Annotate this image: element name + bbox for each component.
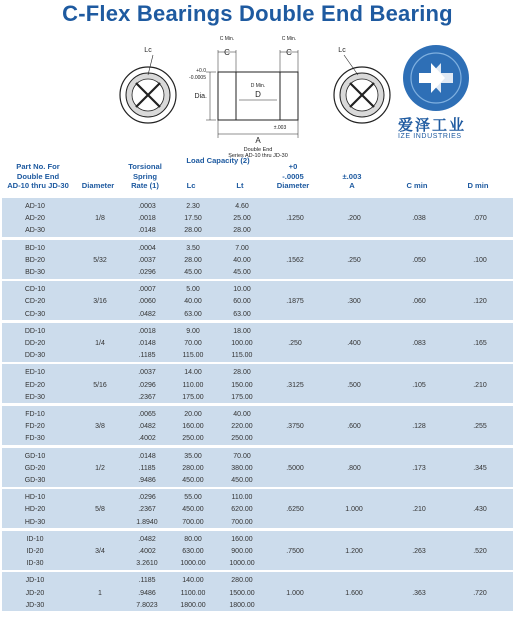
torsional-spring-rate: .0148 xyxy=(138,227,156,235)
load-capacity-lt: 250.00 xyxy=(231,435,253,443)
part-number: AD-30 xyxy=(25,227,45,235)
diagram-caption-1: Double End xyxy=(243,147,273,153)
load-capacity-lt: 160.00 xyxy=(231,535,253,543)
torsional-spring-rate: .9486 xyxy=(138,589,156,597)
part-number: HD-20 xyxy=(24,506,46,514)
torsional-spring-rate: .0007 xyxy=(138,286,156,294)
load-capacity-lt: 1000.00 xyxy=(229,560,255,568)
load-capacity-lc: 2.30 xyxy=(186,203,200,210)
load-capacity-lt: 900.00 xyxy=(231,547,253,555)
torsional-spring-rate: .2367 xyxy=(138,506,156,514)
c-min: .363 xyxy=(412,589,426,597)
load-capacity-lt: 700.00 xyxy=(231,518,253,526)
load-capacity-lc: 20.00 xyxy=(184,411,202,418)
part-number: JD-10 xyxy=(25,577,45,585)
part-number: ED-10 xyxy=(25,369,45,377)
d-min: .100 xyxy=(473,256,487,264)
load-capacity-lc: 1000.00 xyxy=(180,560,206,568)
load-capacity-lt: 220.00 xyxy=(231,423,253,431)
a-label: A xyxy=(255,136,261,145)
diameter-tolerance: .1875 xyxy=(286,298,304,306)
load-capacity-lc: 175.00 xyxy=(182,393,204,401)
a-value: 1.200 xyxy=(345,547,363,555)
d-min: .070 xyxy=(473,215,487,223)
load-capacity-lt: 280.00 xyxy=(231,577,253,585)
part-number: ID-30 xyxy=(26,560,44,568)
a-value: 1.600 xyxy=(345,589,363,597)
dia-label: Dia. xyxy=(194,93,207,100)
header-load-capacity: Load Capacity (2) xyxy=(186,156,250,165)
load-capacity-lc: 140.00 xyxy=(182,577,204,585)
load-capacity-lt: 40.00 xyxy=(233,411,251,418)
diameter-tolerance: .3750 xyxy=(286,423,304,431)
c-label-right: C xyxy=(286,48,292,57)
d-min-label: D Min. xyxy=(250,83,266,89)
bearing-end-view-right xyxy=(334,47,390,123)
part-number: FD-20 xyxy=(25,423,45,431)
diameter: 3/8 xyxy=(95,423,105,431)
load-capacity-lc: 40.00 xyxy=(184,298,202,306)
d-min: .165 xyxy=(473,339,487,347)
diameter-tolerance: .1250 xyxy=(286,215,304,223)
load-capacity-lt: 4.60 xyxy=(235,203,249,210)
diameter: 5/8 xyxy=(95,506,105,514)
dia-tolerance-minus: -0.0005 xyxy=(189,75,206,81)
c-min: .105 xyxy=(412,381,426,389)
load-capacity-lc: 28.00 xyxy=(184,227,202,235)
header-d-min: D min xyxy=(467,181,489,190)
a-value: .200 xyxy=(347,215,361,223)
part-number: ED-30 xyxy=(25,393,45,401)
torsional-spring-rate: 7.8023 xyxy=(136,601,158,609)
dia-tolerance-plus: +0.0 xyxy=(196,68,206,74)
d-min: .255 xyxy=(473,423,487,431)
lc-label-right: Lc xyxy=(338,47,346,54)
c-label-left: C xyxy=(224,48,230,57)
torsional-spring-rate: .1185 xyxy=(138,352,156,360)
load-capacity-lt: 110.00 xyxy=(231,494,253,502)
torsional-spring-rate: .0482 xyxy=(138,310,156,318)
load-capacity-lt: 45.00 xyxy=(233,268,251,276)
torsional-spring-rate: .0037 xyxy=(138,256,156,264)
torsional-spring-rate: .0482 xyxy=(138,423,156,431)
load-capacity-lt: 7.00 xyxy=(235,244,249,252)
load-capacity-lc: 160.00 xyxy=(182,423,204,431)
bearing-diagram xyxy=(112,30,392,158)
load-capacity-lc: 9.00 xyxy=(186,327,200,335)
a-value: .300 xyxy=(347,298,361,306)
load-capacity-lc: 110.00 xyxy=(182,381,204,389)
part-number: HD-30 xyxy=(24,518,46,526)
load-capacity-lt: 63.00 xyxy=(233,310,251,318)
diameter-tolerance: .1562 xyxy=(286,256,304,264)
load-capacity-lt: 25.00 xyxy=(233,215,251,223)
load-capacity-lt: 40.00 xyxy=(233,256,251,264)
load-capacity-lt: 1500.00 xyxy=(229,589,255,597)
load-capacity-lt: 28.00 xyxy=(233,369,251,377)
load-capacity-lc: 450.00 xyxy=(182,506,204,514)
part-number: DD-10 xyxy=(24,327,46,335)
part-number: ID-10 xyxy=(26,535,44,543)
torsional-spring-rate: .0037 xyxy=(138,369,156,377)
load-capacity-lc: 55.00 xyxy=(184,494,202,502)
table-group xyxy=(2,240,513,279)
c-min-label-right: C Min. xyxy=(281,36,297,42)
part-number: BD-30 xyxy=(25,268,45,276)
d-min: .345 xyxy=(473,464,487,472)
torsional-spring-rate: .2367 xyxy=(138,393,156,401)
load-capacity-lc: 250.00 xyxy=(182,435,204,443)
bearing-side-view xyxy=(189,36,298,158)
load-capacity-lc: 115.00 xyxy=(182,352,204,360)
torsional-spring-rate: 3.2610 xyxy=(136,560,158,568)
part-number: GD-10 xyxy=(24,452,46,460)
part-number: JD-30 xyxy=(25,601,45,609)
load-capacity-lt: 620.00 xyxy=(231,506,253,514)
d-min: .430 xyxy=(473,506,487,514)
part-number: FD-30 xyxy=(25,435,45,443)
header-a: ±.003 A xyxy=(342,171,362,190)
part-number: CD-20 xyxy=(24,298,46,306)
load-capacity-lc: 3.50 xyxy=(186,244,200,252)
torsional-spring-rate: 1.8940 xyxy=(136,518,158,526)
table-group xyxy=(2,531,513,570)
c-min: .173 xyxy=(412,464,426,472)
part-number: BD-10 xyxy=(25,244,45,252)
load-capacity-lt: 70.00 xyxy=(233,452,251,460)
load-capacity-lc: 35.00 xyxy=(184,452,202,460)
load-capacity-lt: 380.00 xyxy=(231,464,253,472)
diameter: 1 xyxy=(98,589,102,597)
table-group xyxy=(2,281,513,320)
table-group xyxy=(2,489,513,528)
torsional-spring-rate: .9486 xyxy=(138,476,156,484)
header-torsional-spring-rate: Torsional Spring Rate (1) xyxy=(128,162,162,190)
table-group xyxy=(2,364,513,403)
c-min: .060 xyxy=(412,298,426,306)
load-capacity-lc: 28.00 xyxy=(184,256,202,264)
load-capacity-lc: 14.00 xyxy=(184,369,202,377)
diameter-tolerance: .3125 xyxy=(286,381,304,389)
load-capacity-lc: 630.00 xyxy=(182,547,204,555)
a-value: .800 xyxy=(347,464,361,472)
part-number: DD-20 xyxy=(24,339,46,347)
load-capacity-lc: 45.00 xyxy=(184,268,202,276)
load-capacity-lc: 280.00 xyxy=(182,464,204,472)
load-capacity-lc: 5.00 xyxy=(186,286,200,294)
diameter: 5/32 xyxy=(93,256,107,264)
part-number: FD-10 xyxy=(25,411,45,418)
part-number: BD-20 xyxy=(25,256,45,264)
diagram-caption-2: Series AD-10 thru JD-30 xyxy=(228,153,288,158)
torsional-spring-rate: .0148 xyxy=(138,339,156,347)
torsional-spring-rate: .0003 xyxy=(138,203,156,210)
header-part-no: Part No. For Double End AD-10 thru JD-30 xyxy=(7,162,69,190)
c-min: .050 xyxy=(412,256,426,264)
load-capacity-lc: 70.00 xyxy=(184,339,202,347)
diameter: 5/16 xyxy=(93,381,107,389)
torsional-spring-rate: .0296 xyxy=(138,494,156,502)
load-capacity-lc: 80.00 xyxy=(184,535,202,543)
load-capacity-lt: 18.00 xyxy=(233,327,251,335)
load-capacity-lt: 100.00 xyxy=(231,339,253,347)
part-number: ID-20 xyxy=(26,547,44,555)
torsional-spring-rate: .0148 xyxy=(138,452,156,460)
torsional-spring-rate: .1185 xyxy=(138,464,156,472)
c-min: .263 xyxy=(412,547,426,555)
lc-label-left: Lc xyxy=(144,47,152,54)
header-lt: Lt xyxy=(236,181,244,190)
a-value: .400 xyxy=(347,339,361,347)
load-capacity-lt: 1800.00 xyxy=(229,601,255,609)
load-capacity-lc: 1800.00 xyxy=(180,601,206,609)
d-min: .520 xyxy=(473,547,487,555)
load-capacity-lc: 450.00 xyxy=(182,476,204,484)
torsional-spring-rate: .0018 xyxy=(138,327,156,335)
table-group xyxy=(2,406,513,445)
torsional-spring-rate: .4002 xyxy=(138,547,156,555)
a-value: 1.000 xyxy=(345,506,363,514)
part-number: ED-20 xyxy=(25,381,45,389)
c-min: .128 xyxy=(412,423,426,431)
a-value: .250 xyxy=(347,256,361,264)
table-group xyxy=(2,323,513,362)
load-capacity-lc: 1100.00 xyxy=(180,589,206,597)
load-capacity-lt: 115.00 xyxy=(231,352,253,360)
part-number: HD-10 xyxy=(24,494,46,502)
diameter: 3/16 xyxy=(93,298,107,306)
a-value: .500 xyxy=(347,381,361,389)
bearing-end-view-left xyxy=(120,47,176,123)
torsional-spring-rate: .0482 xyxy=(138,535,156,543)
load-capacity-lc: 17.50 xyxy=(184,215,202,223)
c-min: .210 xyxy=(412,506,426,514)
diameter-tolerance: .5000 xyxy=(286,464,304,472)
table-group xyxy=(2,198,513,237)
torsional-spring-rate: .0018 xyxy=(138,215,156,223)
torsional-spring-rate: .0004 xyxy=(138,244,156,252)
diameter: 1/4 xyxy=(95,339,105,347)
part-number: JD-20 xyxy=(25,589,45,597)
diameter-tolerance: 1.000 xyxy=(286,589,304,597)
diameter-tolerance: .250 xyxy=(288,339,302,347)
header-lc: Lc xyxy=(186,181,196,190)
a-tolerance: ±.003 xyxy=(273,125,287,131)
d-min: .210 xyxy=(473,381,487,389)
page-title: C-Flex Bearings Double End Bearing xyxy=(62,1,453,26)
diameter: 1/2 xyxy=(95,464,105,472)
d-label: D xyxy=(255,90,261,99)
load-capacity-lt: 10.00 xyxy=(233,286,251,294)
load-capacity-lt: 28.00 xyxy=(233,227,251,235)
torsional-spring-rate: .1185 xyxy=(138,577,156,585)
logo-text-en: IZE INDUSTRIES xyxy=(398,133,462,140)
part-number: GD-30 xyxy=(24,476,46,484)
load-capacity-lt: 150.00 xyxy=(231,381,253,389)
a-value: .600 xyxy=(347,423,361,431)
load-capacity-lt: 175.00 xyxy=(231,393,253,401)
part-number: AD-10 xyxy=(25,203,45,210)
torsional-spring-rate: .0060 xyxy=(138,298,156,306)
logo-text-cn: 爱泽工业 xyxy=(398,117,467,134)
torsional-spring-rate: .4002 xyxy=(138,435,156,443)
part-number: DD-30 xyxy=(24,352,46,360)
d-min: .720 xyxy=(473,589,487,597)
table-group xyxy=(2,572,513,611)
c-min: .083 xyxy=(412,339,426,347)
table-group xyxy=(2,448,513,487)
torsional-spring-rate: .0065 xyxy=(138,411,156,418)
diameter: 3/4 xyxy=(95,547,105,555)
load-capacity-lc: 700.00 xyxy=(182,518,204,526)
header-diameter: Diameter xyxy=(81,181,115,190)
ize-logo-icon xyxy=(401,43,471,113)
diameter-tolerance: .6250 xyxy=(286,506,304,514)
load-capacity-lc: 63.00 xyxy=(184,310,202,318)
part-number: CD-10 xyxy=(24,286,46,294)
torsional-spring-rate: .0296 xyxy=(138,381,156,389)
load-capacity-lt: 60.00 xyxy=(233,298,251,306)
header-diameter-tolerance: +0 -.0005 Diameter xyxy=(276,162,310,190)
c-min-label-left: C Min. xyxy=(219,36,235,42)
diameter: 1/8 xyxy=(95,215,105,223)
c-min: .038 xyxy=(412,215,426,223)
torsional-spring-rate: .0296 xyxy=(138,268,156,276)
d-min: .120 xyxy=(473,298,487,306)
part-number: CD-30 xyxy=(24,310,46,318)
header-c-min: C min xyxy=(406,181,428,190)
part-number: AD-20 xyxy=(25,215,45,223)
part-number: GD-20 xyxy=(24,464,46,472)
load-capacity-lt: 450.00 xyxy=(231,476,253,484)
diameter-tolerance: .7500 xyxy=(286,547,304,555)
